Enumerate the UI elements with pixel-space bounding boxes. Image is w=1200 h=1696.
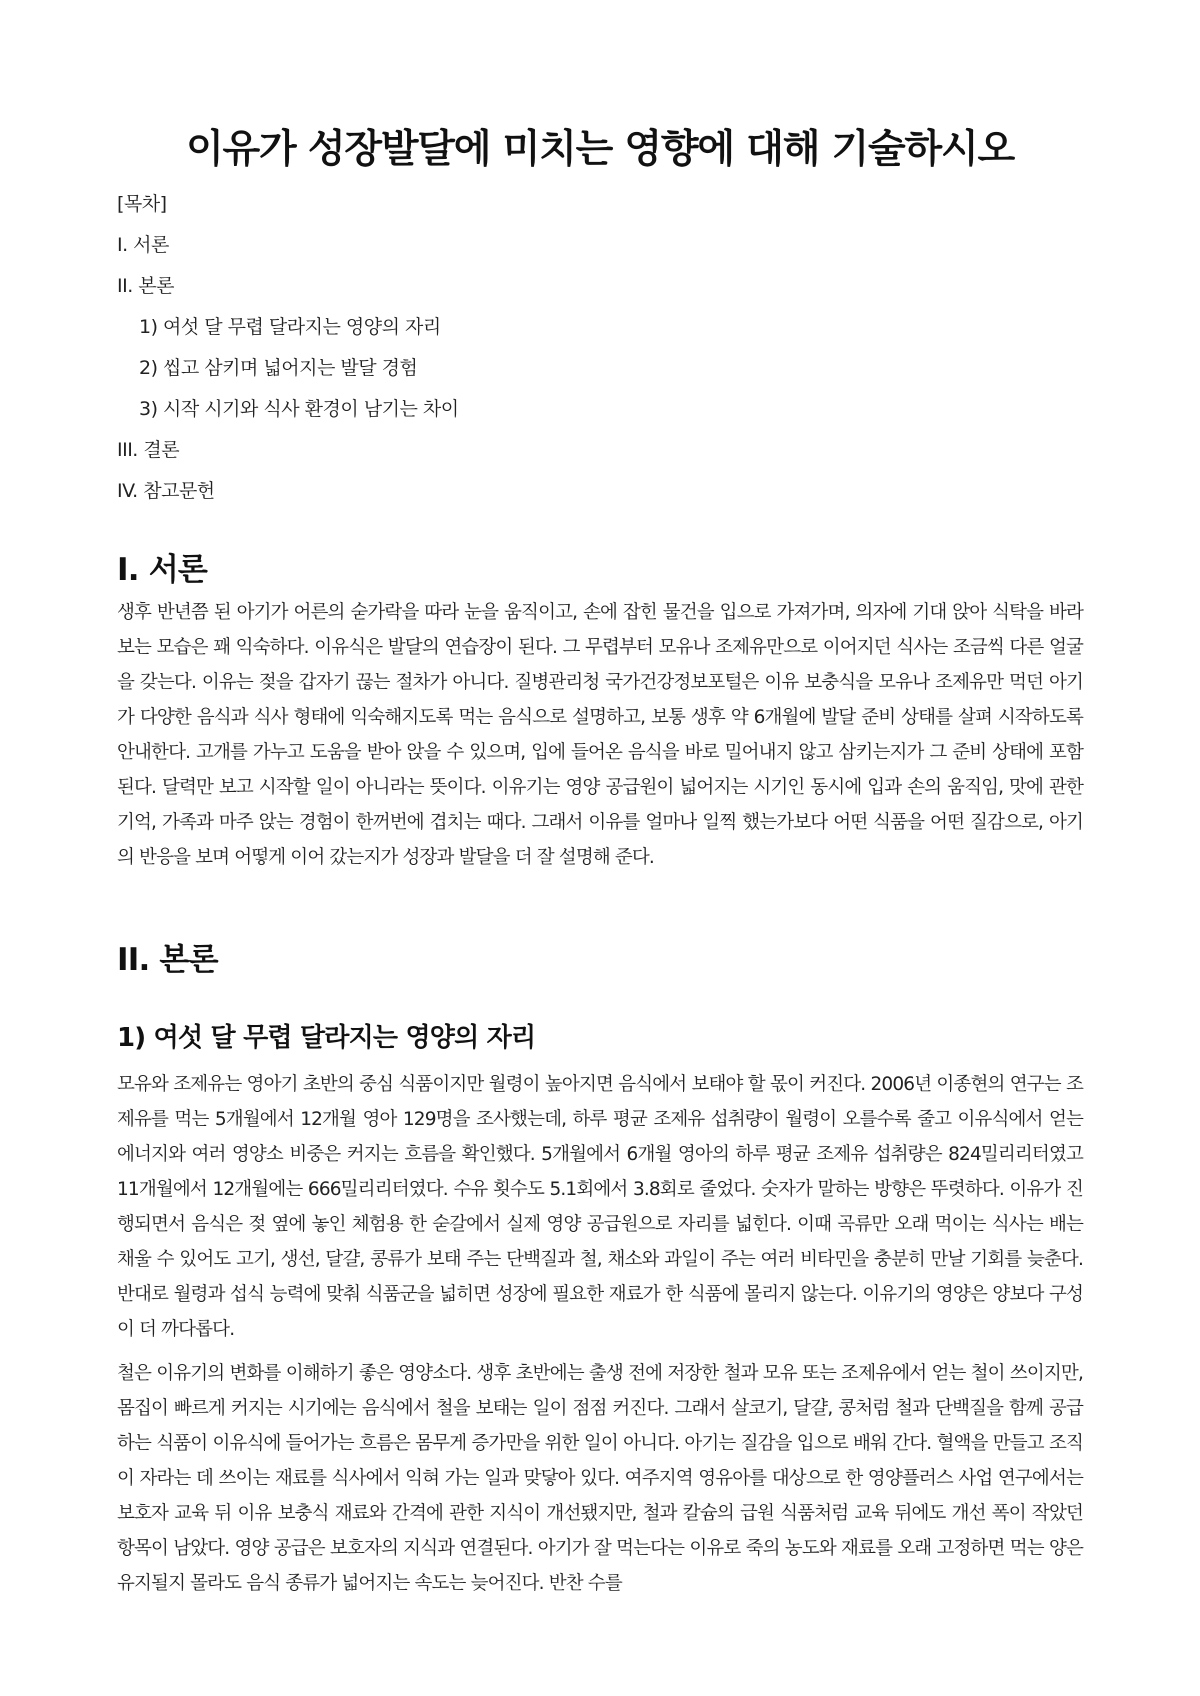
table-of-contents (117, 191, 459, 519)
body-paragraph-2: 철은 이유기의 변화를 이해하기 좋은 영양소다. 생후 초반에는 출생 전에 저장한 철과 모유 또는 조제유에서 얻는 철이 쓰이지만, 몸집이 빠르게 커지는 시기에는 음식에서 철을 보태는 일이 점점 커진다. 그래서 살코기, 달걀, 콩처럼 철과 단백질을 함께 공급하는 식품이 이유식에 들어가는 흐름은 몸무게 증가만을 위한 일이 아니다. 아기는 질감을 입으로 배워 간다. 혈액을 만들고 조직이 자라는 데 쓰이는 재료를 식사에서 익혀 가는 일과 맞닿아 있다. 여주지역 영유아를 대상으로 한 영양플러스 사업 연구에서는 보호자 교육 뒤 이유 보충식 재료와 간격에 관한 지식이 개선됐지만, 철과 칼슘의 급원 식품처럼 교육 뒤에도 개선 폭이 작았던 항목이 남았다. 영양 공급은 보호자의 지식과 연결된다. 아기가 잘 먹는다는 이유로 죽의 농도와 재료를 오래 고정하면 먹는 양은 유지될지 몰라도 음식 종류가 넓어지는 속도는 늦어진다. 반찬 수를 (117, 1363, 1083, 1594)
section-heading-body: II. 본론 (117, 942, 218, 978)
section-heading-intro: I. 서론 (117, 552, 207, 588)
toc-heading: [목차] (117, 193, 167, 215)
toc-item-conclusion: III. 결론 (117, 439, 180, 461)
document-title: 이유가 성장발달에 미치는 영향에 대해 기술하시오 (186, 127, 1014, 172)
subsection-heading-1: 1) 여섯 달 무렵 달라지는 영양의 자리 (117, 1023, 536, 1053)
toc-item-body: II. 본론 (117, 275, 174, 297)
body-paragraph-1: 모유와 조제유는 영아기 초반의 중심 식품이지만 월령이 높아지면 음식에서 보태야 할 몫이 커진다. 2006년 이종현의 연구는 조제유를 먹는 5개월에서 12개월 영아 129명을 조사했는데, 하루 평균 조제유 섭취량이 월령이 오를수록 줄고 이유식에서 얻는 에너지와 여러 영양소 비중은 커지는 흐름을 확인했다. 5개월에서 6개월 영아의 하루 평균 조제유 섭취량은 824밀리리터였고 11개월에서 12개월에는 666밀리리터였다. 수유 횟수도 5.1회에서 3.8회로 줄었다. 숫자가 말하는 방향은 뚜렷하다. 이유가 진행되면서 음식은 젖 옆에 놓인 체험용 한 숟갈에서 실제 영양 공급원으로 자리를 넓힌다. 이때 곡류만 오래 먹이는 식사는 배는 채울 수 있어도 고기, 생선, 달걀, 콩류가 보태 주는 단백질과 철, 채소와 과일이 주는 여러 비타민을 충분히 만날 기회를 늦춘다. 반대로 월령과 섭식 능력에 맞춰 식품군을 넓히면 성장에 필요한 재료가 한 식품에 몰리지 않는다. 이유기의 영양은 양보다 구성이 더 까다롭다. (117, 1074, 1083, 1340)
toc-item-intro: I. 서론 (117, 234, 169, 256)
intro-paragraph: 생후 반년쯤 된 아기가 어른의 숟가락을 따라 눈을 움직이고, 손에 잡힌 물건을 입으로 가져가며, 의자에 기대 앉아 식탁을 바라보는 모습은 꽤 익숙하다. 이유식은 발달의 연습장이 된다. 그 무렵부터 모유나 조제유만으로 이어지던 식사는 조금씩 다른 얼굴을 갖는다. 이유는 젖을 갑자기 끊는 절차가 아니다. 질병관리청 국가건강정보포털은 이유 보충식을 모유나 조제유만 먹던 아기가 다양한 음식과 식사 형태에 익숙해지도록 먹는 음식으로 설명하고, 보통 생후 약 6개월에 발달 준비 상태를 살펴 시작하도록 안내한다. 고개를 가누고 도움을 받아 앉을 수 있으며, 입에 들어온 음식을 바로 밀어내지 않고 삼키는지가 그 준비 상태에 포함된다. 달력만 보고 시작할 일이 아니라는 뜻이다. 이유기는 영양 공급원이 넓어지는 시기인 동시에 입과 손의 움직임, 맛에 관한 기억, 가족과 마주 앉는 경험이 한꺼번에 겹치는 때다. 그래서 이유를 얼마나 일찍 했는가보다 어떤 식품을 어떤 질감으로, 아기의 반응을 보며 어떻게 이어 갔는지가 성장과 발달을 더 잘 설명해 준다. (117, 602, 1083, 868)
toc-item-references: IV. 참고문헌 (117, 480, 215, 502)
toc-item-body-2: 2) 씹고 삼키며 넓어지는 발달 경험 (139, 357, 418, 379)
toc-item-body-1: 1) 여섯 달 무렵 달라지는 영양의 자리 (139, 316, 441, 338)
toc-item-body-3: 3) 시작 시기와 식사 환경이 남기는 차이 (139, 398, 459, 420)
